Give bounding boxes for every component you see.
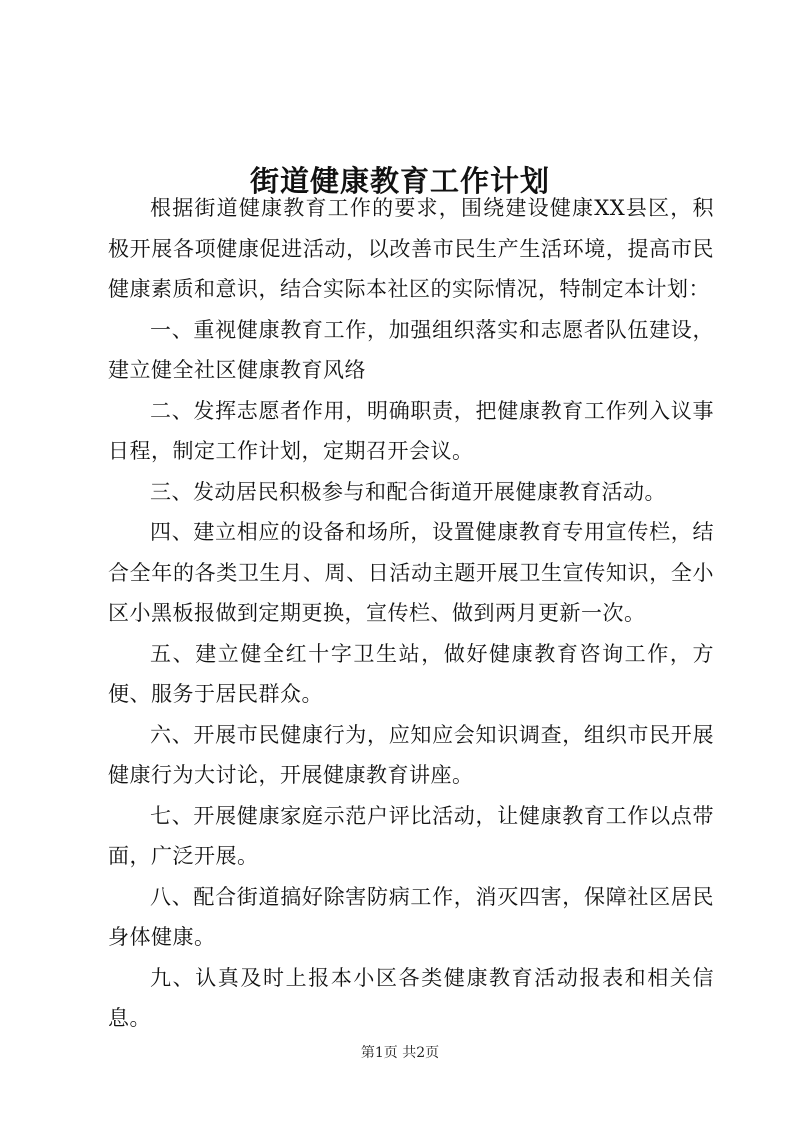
paragraph-item-8: 八、配合街道搞好除害防病工作，消灭四害，保障社区居民身体健康。 bbox=[108, 884, 714, 949]
document-body bbox=[108, 188, 714, 1039]
paragraph-item-4: 四、建立相应的设备和场所，设置健康教育专用宣传栏，结合全年的各类卫生月、周、日活动主题开展卫生宣传知识，全小区小黑板报做到定期更换，宣传栏、做到两月更新一次。 bbox=[108, 520, 714, 625]
page-number-footer: 第1页 共2页 bbox=[360, 1045, 440, 1061]
paragraph-item-3: 三、发动居民积极参与和配合街道开展健康教育活动。 bbox=[150, 479, 666, 504]
paragraph-item-6: 六、开展市民健康行为，应知应会知识调查，组织市民开展健康行为大讨论，开展健康教育讲座。 bbox=[108, 722, 714, 787]
paragraph-item-2: 二、发挥志愿者作用，明确职责，把健康教育工作列入议事日程，制定工作计划，定期召开会议。 bbox=[108, 398, 714, 463]
paragraph-item-7: 七、开展健康家庭示范户评比活动，让健康教育工作以点带面，广泛开展。 bbox=[108, 803, 714, 868]
paragraph-item-1: 一、重视健康教育工作，加强组织落实和志愿者队伍建设，建立健全社区健康教育风络 bbox=[108, 317, 714, 382]
document-title: 街道健康教育工作计划 bbox=[249, 164, 550, 199]
paragraph-item-5: 五、建立健全红十字卫生站，做好健康教育咨询工作，方便、服务于居民群众。 bbox=[108, 641, 714, 706]
paragraph-item-9: 九、认真及时上报本小区各类健康教育活动报表和相关信息。 bbox=[108, 965, 714, 1030]
paragraph-intro: 根据街道健康教育工作的要求，围绕建设健康XX县区，积极开展各项健康促进活动，以改善市民生产生活环境，提高市民健康素质和意识，结合实际本社区的实际情况，特制定本计划： bbox=[108, 196, 714, 301]
